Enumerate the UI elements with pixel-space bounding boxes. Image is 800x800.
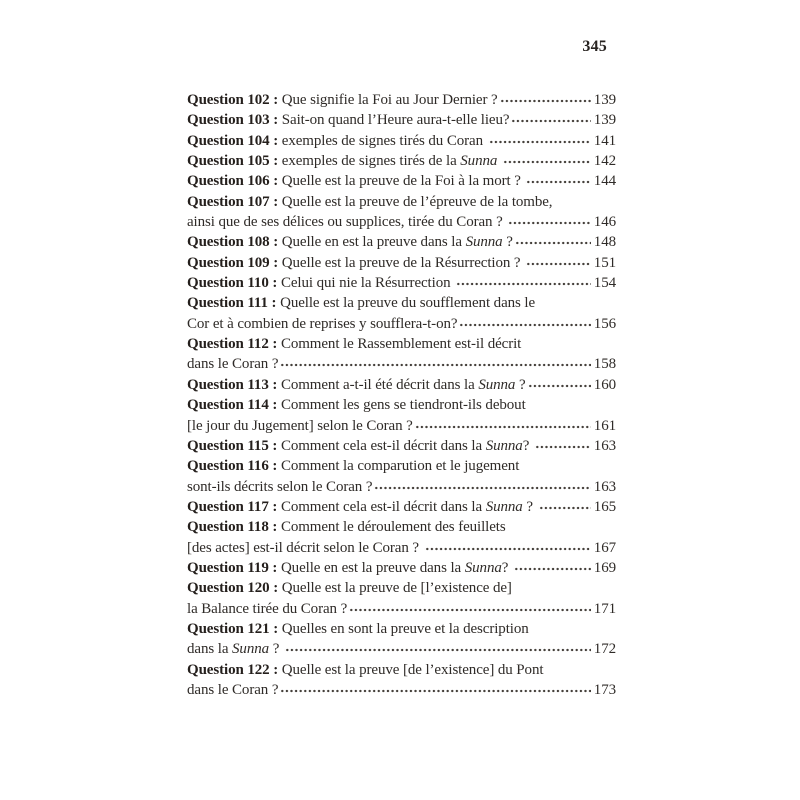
toc-line [187, 497, 616, 517]
question-label: Question 120 : [187, 580, 282, 597]
dot-leader [538, 498, 591, 511]
toc-page-ref: 146 [593, 214, 616, 231]
toc-entry-text [187, 334, 521, 354]
text-segment: Quelle est la preuve de l’épreuve de la tombe, [281, 193, 553, 210]
question-label: Question 111 : [187, 295, 281, 312]
toc-page-ref: 167 [593, 539, 616, 556]
toc-line [187, 538, 616, 558]
dot-leader [424, 539, 591, 552]
toc-line [187, 354, 616, 374]
dot-leader [525, 172, 590, 185]
question-label: Question 112 : [187, 336, 281, 353]
toc-page-ref: 173 [593, 681, 616, 698]
question-label: Question 109 : [187, 254, 282, 271]
text-segment: dans le Coran ? [187, 681, 279, 698]
text-segment: Comment a-t-il été décrit dans la [280, 376, 479, 393]
dot-leader [507, 213, 590, 226]
toc-line [187, 639, 616, 659]
text-segment: Cor et à combien de reprises y soufflera-t-on? [187, 315, 458, 332]
dot-leader [513, 559, 591, 572]
dot-leader [525, 254, 591, 267]
toc-line [187, 212, 616, 232]
toc-page-ref: 144 [593, 173, 616, 190]
question-label: Question 107 : [187, 193, 282, 210]
toc-entry-text [187, 232, 513, 252]
text-segment: Quelle en est la preuve dans la [281, 234, 466, 251]
text-segment: Comment le Rassemblement est-il décrit [280, 336, 522, 353]
text-segment: Quelle en est la preuve dans la [280, 559, 465, 576]
dot-leader [455, 274, 591, 287]
text-segment: Sunna [485, 498, 523, 515]
table-of-contents [187, 90, 616, 700]
toc-line [187, 436, 616, 456]
dot-leader [279, 355, 590, 368]
text-segment [497, 153, 501, 169]
dot-leader [502, 152, 591, 165]
text-segment: [des actes] est-il décrit selon le Coran ? [187, 539, 423, 556]
dot-leader [499, 91, 591, 104]
toc-entry-text [187, 171, 524, 191]
toc-line [187, 334, 616, 354]
text-segment: Comment cela est-il décrit dans la [280, 498, 486, 515]
toc-line [187, 517, 616, 537]
toc-entry-text [187, 497, 537, 517]
text-segment: Quelle est la preuve de [l’existence de] [281, 580, 512, 597]
text-segment: ? [269, 641, 283, 658]
dot-leader [458, 315, 590, 328]
text-segment: Celui qui nie la Résurrection [280, 275, 455, 292]
text-segment: Sunna [464, 559, 502, 576]
text-segment: ainsi que de ses délices ou supplices, tirée du Coran ? [187, 214, 507, 231]
toc-page-ref: 172 [593, 641, 616, 658]
toc-entry-text [187, 558, 512, 578]
toc-entry-text [187, 660, 543, 680]
text-segment: Quelles en sont la preuve et la description [281, 620, 529, 637]
toc-entry-text [187, 110, 509, 130]
toc-entry-text [187, 354, 278, 374]
text-segment: Sait-on quand l’Heure aura-t-elle lieu? [281, 112, 510, 129]
question-label: Question 122 : [187, 661, 282, 678]
toc-page-ref: 171 [593, 600, 616, 617]
toc-entry-text [187, 375, 526, 395]
dot-leader [510, 111, 590, 124]
question-label: Question 106 : [187, 173, 282, 190]
dot-leader [527, 376, 591, 389]
dot-leader [534, 437, 591, 450]
question-label: Question 104 : [187, 132, 282, 149]
text-segment: ? [522, 498, 537, 515]
toc-entry-text [187, 416, 413, 436]
toc-line [187, 558, 616, 578]
toc-line [187, 253, 616, 273]
dot-leader [279, 681, 590, 694]
text-segment: Sunna [465, 234, 503, 251]
toc-entry-text [187, 90, 498, 110]
question-label: Question 119 : [187, 559, 281, 576]
toc-entry-text [187, 639, 283, 659]
toc-page-ref: 142 [593, 153, 616, 170]
text-segment: Que signifie la Foi au Jour Dernier ? [281, 92, 498, 108]
toc-line [187, 619, 616, 639]
toc-entry-text [187, 517, 506, 537]
toc-line [187, 192, 616, 212]
toc-entry-text [187, 436, 533, 456]
text-segment: Sunna [232, 641, 270, 658]
toc-line [187, 456, 616, 476]
text-segment: Quelle est la preuve de la Foi à la mort ? [281, 173, 525, 190]
question-label: Question 117 : [187, 498, 281, 515]
toc-entry-text [187, 538, 423, 558]
question-label: Question 102 : [187, 92, 282, 108]
toc-page-ref: 148 [593, 234, 616, 251]
dot-leader [414, 417, 591, 430]
page-number: 345 [582, 38, 607, 55]
toc-line [187, 395, 616, 415]
dot-leader [514, 233, 591, 246]
toc-entry-text [187, 131, 487, 151]
toc-entry-text [187, 212, 506, 232]
toc-page-ref: 141 [593, 132, 616, 149]
dot-leader [488, 132, 591, 145]
toc-line [187, 293, 616, 313]
text-segment: ? [515, 376, 526, 393]
toc-page-ref: 158 [593, 356, 616, 373]
toc-line [187, 680, 616, 700]
text-segment: dans la [187, 641, 233, 658]
text-segment: Comment la comparution et le jugement [280, 458, 520, 475]
question-label: Question 118 : [187, 519, 281, 536]
text-segment: Quelle est la preuve du soufflement dans le [280, 295, 536, 312]
toc-entry-text [187, 151, 501, 171]
toc-entry-text [187, 253, 524, 273]
question-label: Question 113 : [187, 376, 281, 393]
text-segment: [le jour du Jugement] selon le Coran ? [187, 417, 413, 434]
text-segment: ? [502, 234, 513, 251]
text-segment: dans le Coran ? [187, 356, 279, 373]
text-segment: Comment le déroulement des feuillets [280, 519, 506, 536]
text-segment: Comment les gens se tiendront-ils debout [280, 397, 526, 414]
toc-line [187, 578, 616, 598]
toc-line [187, 131, 616, 151]
toc-page-ref: 163 [593, 478, 616, 495]
toc-entry-text [187, 192, 552, 212]
question-label: Question 115 : [187, 437, 281, 454]
text-segment: Comment cela est-il décrit dans la [280, 437, 486, 454]
text-segment: Quelle est la preuve de la Résurrection ? [281, 254, 525, 271]
toc-entry-text [187, 680, 278, 700]
toc-entry-text [187, 619, 529, 639]
text-segment: Sunna [485, 437, 523, 454]
toc-line [187, 477, 616, 497]
toc-page-ref: 163 [593, 437, 616, 454]
question-label: Question 114 : [187, 397, 281, 414]
toc-line [187, 171, 616, 191]
text-segment: sont-ils décrits selon le Coran ? [187, 478, 373, 495]
toc-page-ref: 139 [593, 112, 616, 129]
toc-line [187, 232, 616, 252]
text-segment: exemples de signes tirés de la [281, 153, 461, 170]
toc-entry-text [187, 477, 372, 497]
text-segment: Quelle est la preuve [de l’existence] du Pont [281, 661, 544, 678]
text-segment: Sunna [460, 153, 498, 170]
toc-line [187, 416, 616, 436]
toc-entry-text [187, 293, 535, 313]
toc-entry-text [187, 273, 454, 293]
question-label: Question 108 : [187, 234, 282, 251]
toc-line [187, 375, 616, 395]
toc-entry-text [187, 314, 457, 334]
toc-page-ref: 139 [593, 92, 616, 108]
toc-entry-text [187, 599, 347, 619]
toc-line [187, 599, 616, 619]
toc-line [187, 90, 616, 110]
text-segment: ? [522, 437, 533, 454]
toc-page-ref: 156 [593, 315, 616, 332]
toc-page-ref: 160 [593, 376, 616, 393]
dot-leader [284, 640, 591, 653]
question-label: Question 110 : [187, 275, 281, 292]
toc-entry-text [187, 456, 519, 476]
toc-page-ref: 151 [593, 254, 616, 271]
question-label: Question 105 : [187, 153, 282, 170]
text-segment: ? [501, 559, 512, 576]
question-label: Question 116 : [187, 458, 281, 475]
toc-line [187, 273, 616, 293]
dot-leader [373, 478, 590, 491]
text-segment: exemples de signes tirés du Coran [281, 132, 487, 149]
toc-line [187, 110, 616, 130]
toc-page-ref: 161 [593, 417, 616, 434]
text-segment: la Balance tirée du Coran ? [187, 600, 348, 617]
question-label: Question 121 : [187, 620, 282, 637]
toc-entry-text [187, 578, 512, 598]
toc-line [187, 314, 616, 334]
toc-page-ref: 165 [593, 498, 616, 515]
toc-page-ref: 154 [593, 275, 616, 292]
toc-entry-text [187, 395, 526, 415]
text-segment: Sunna [478, 376, 516, 393]
dot-leader [348, 600, 591, 613]
toc-line [187, 660, 616, 680]
toc-page-ref: 169 [593, 559, 616, 576]
toc-line [187, 151, 616, 171]
question-label: Question 103 : [187, 112, 282, 129]
